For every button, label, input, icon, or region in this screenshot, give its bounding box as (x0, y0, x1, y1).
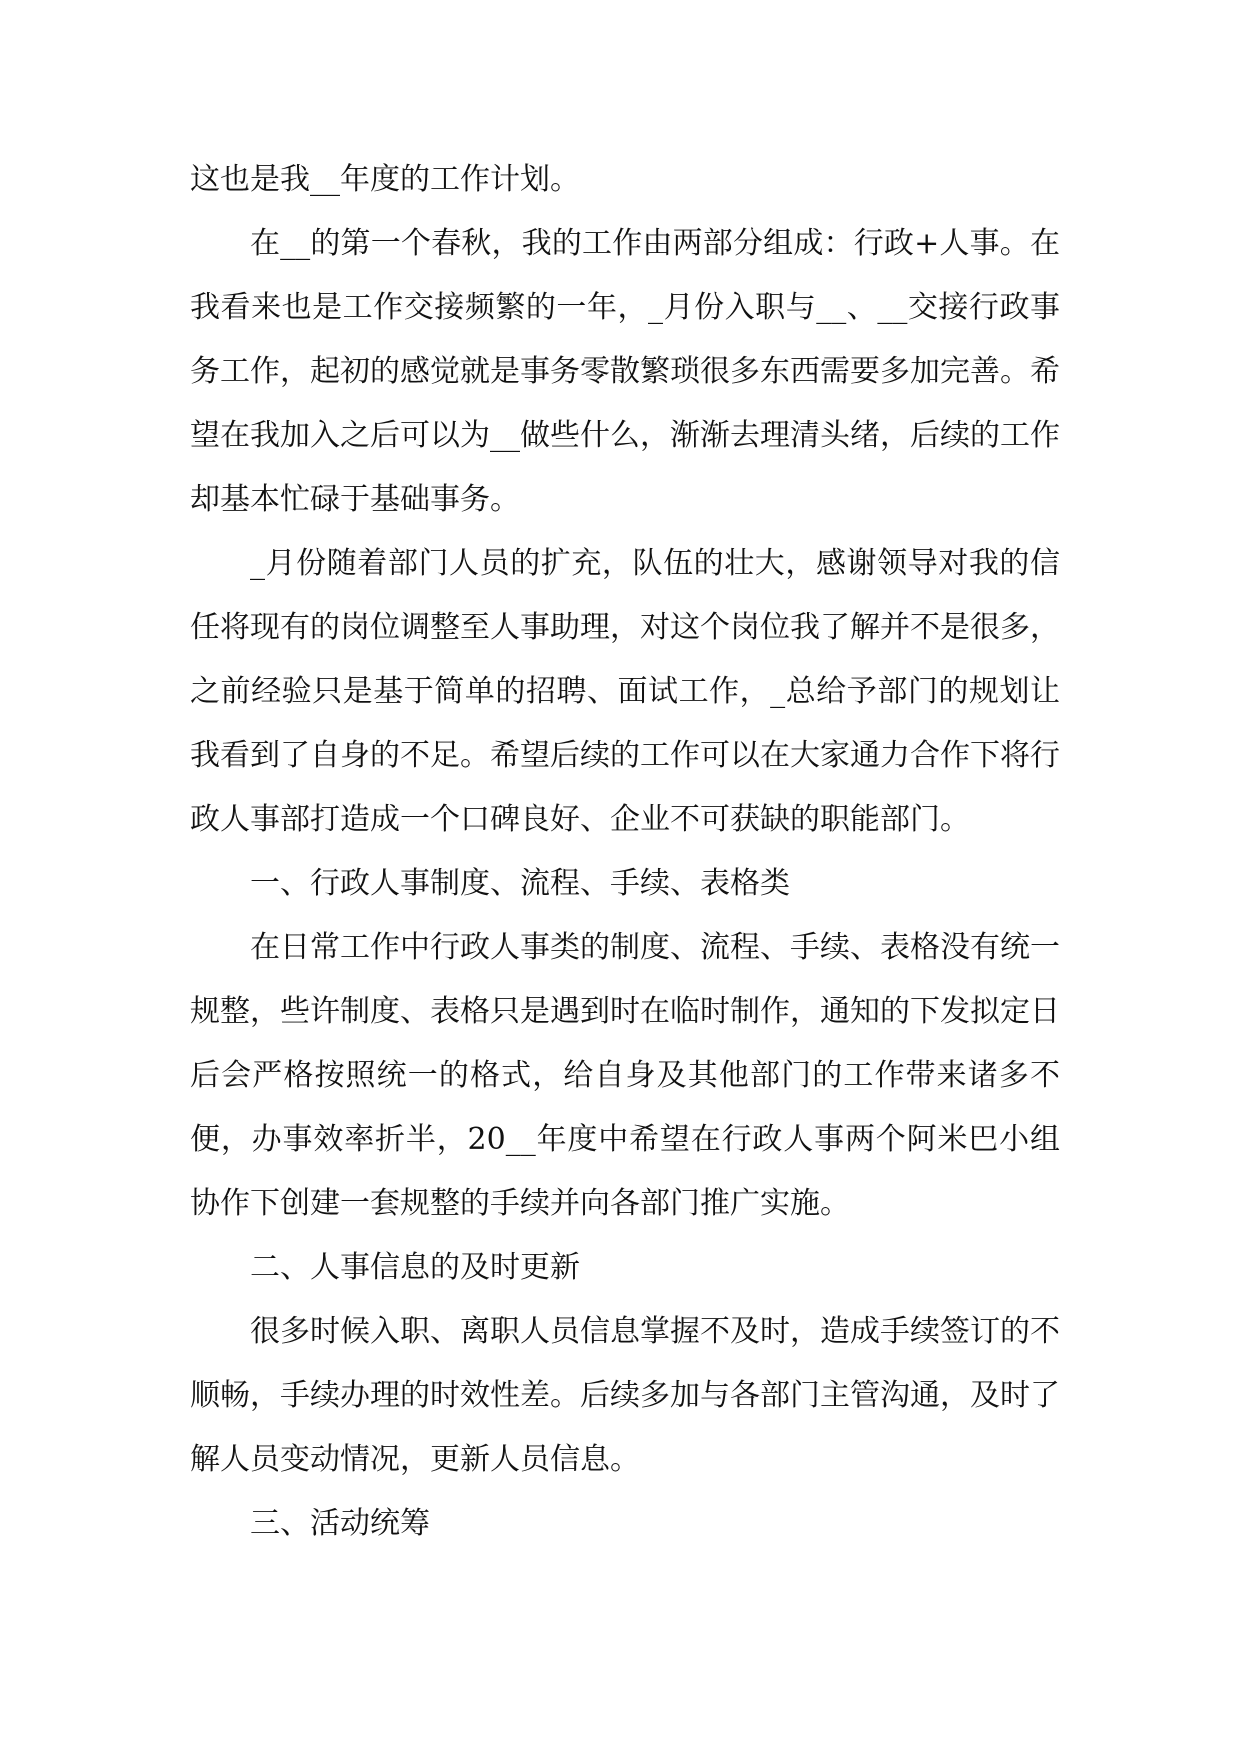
paragraph-intro-continuation: 这也是我__年度的工作计划。 (190, 162, 580, 197)
section-heading-2: 二、人事信息的及时更新 (250, 1250, 580, 1285)
section-heading-3: 三、活动统筹 (250, 1506, 430, 1541)
document-body (190, 148, 1060, 1556)
paragraph-section-1: 在日常工作中行政人事类的制度、流程、手续、表格没有统一规整，些许制度、表格只是遇到时在临时制作，通知的下发拟定日后会严格按照统一的格式，给自身及其他部门的工作带来诸多不便，办事效率折半，20__年度中希望在行政人事两个阿米巴小组协作下创建一套规整的手续并向各部门推广实施。 (190, 930, 1060, 1221)
paragraph-section-2: 很多时候入职、离职人员信息掌握不及时，造成手续签订的不顺畅，手续办理的时效性差。后续多加与各部门主管沟通，及时了解人员变动情况，更新人员信息。 (190, 1314, 1060, 1477)
paragraph-role-change: _月份随着部门人员的扩充，队伍的壮大，感谢领导对我的信任将现有的岗位调整至人事助理，对这个岗位我了解并不是很多，之前经验只是基于简单的招聘、面试工作，_总给予部门的规划让我看到了自身的不足。希望后续的工作可以在大家通力合作下将行政人事部打造成一个口碑良好、企业不可获缺的职能部门。 (190, 546, 1060, 837)
paragraph-first-year: 在__的第一个春秋，我的工作由两部分组成：行政+人事。在我看来也是工作交接频繁的一年，_月份入职与__、__交接行政事务工作，起初的感觉就是事务零散繁琐很多东西需要多加完善。希望在我加入之后可以为__做些什么，渐渐去理清头绪，后续的工作却基本忙碌于基础事务。 (190, 226, 1060, 517)
section-heading-1: 一、行政人事制度、流程、手续、表格类 (250, 866, 790, 901)
